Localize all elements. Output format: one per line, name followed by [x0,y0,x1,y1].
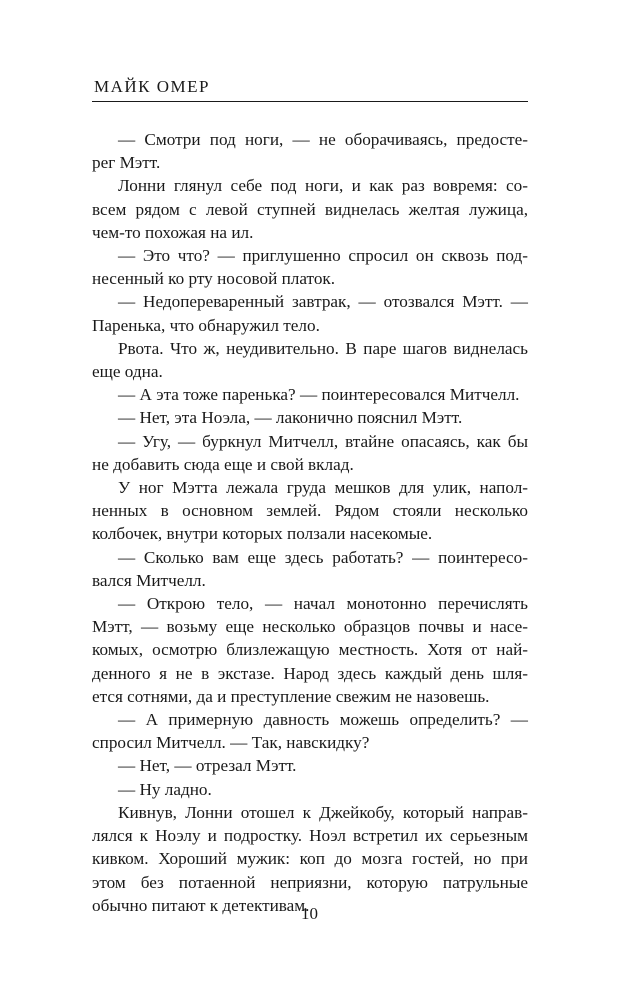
text-line: рег Мэтт. [92,153,161,173]
text-line: — Недопереваренный завтрак, — отозвался Мэтт. — [118,292,528,312]
text-line: — Открою тело, — начал монотонно перечислять [118,594,528,614]
text-line: обычно питают к детективам. [92,895,310,915]
text-line: еще одна. [92,362,163,382]
text-line: — Угу, — буркнул Митчелл, втайне опасаясь, как бы [118,431,528,451]
running-head: МАЙК ОМЕР [94,77,210,96]
text-line: У ног Мэтта лежала груда мешков для улик, напол- [118,478,528,498]
text-line: Кивнув, Лонни отошел к Джейкобу, который направ- [118,802,528,822]
text-line: не добавить сюда еще и свой вклад. [92,454,354,474]
page-number: 10 [301,904,318,923]
text-line: колбочек, внутри которых ползали насекомые. [92,524,433,544]
text-line: — Смотри под ноги, — не оборачиваясь, предосте- [118,130,528,149]
text-line: Мэтт, — возьму еще несколько образцов почвы и насе- [92,617,528,637]
text-line: вался Митчелл. [92,570,206,590]
text-line: — Ну ладно. [118,779,212,799]
text-line: Рвота. Что ж, неудивительно. В паре шагов виднелась [118,338,528,358]
text-line: — Нет, эта Ноэла, — лаконично пояснил Мэтт. [118,408,463,428]
text-line: лялся к Ноэлу и подростку. Ноэл встретил их серьезным [92,826,528,846]
text-line: Паренька, что обнаружил тело. [92,315,320,335]
text-line: — Нет, — отрезал Мэтт. [118,756,297,776]
text-line: ется сотнями, да и преступление свежим не назовешь. [92,686,490,706]
text-line: Лонни глянул себе под ноги, и как раз вовремя: со- [118,176,528,196]
text-line: чем-то похожая на ил. [92,222,254,242]
text-line: ненных в основном землей. Рядом стояли несколько [92,501,528,521]
text-line: кивком. Хороший мужик: коп до мозга гостей, но при [92,849,528,869]
text-line: — А эта тоже паренька? — поинтересовался Митчелл. [118,385,520,405]
text-line: этом без потаенной неприязни, которую патрульные [92,872,528,892]
header-rule [92,101,528,102]
text-line: денного я не в экстазе. Народ здесь каждый день шля- [92,663,528,683]
text-line: — Сколько вам еще здесь работать? — поинтересо- [118,547,528,567]
text-line: спросил Митчелл. — Так, навскидку? [92,733,370,753]
text-line: — Это что? — приглушенно спросил он сквозь под- [118,246,528,266]
text-line: комых, осмотрю близлежащую местность. Хотя от най- [92,640,528,660]
body-text [92,128,528,917]
text-line: всем рядом с левой ступней виднелась желтая лужица, [92,199,528,219]
text-line: несенный ко рту носовой платок. [92,269,336,289]
text-line: — А примерную давность можешь определить? — [118,710,528,730]
